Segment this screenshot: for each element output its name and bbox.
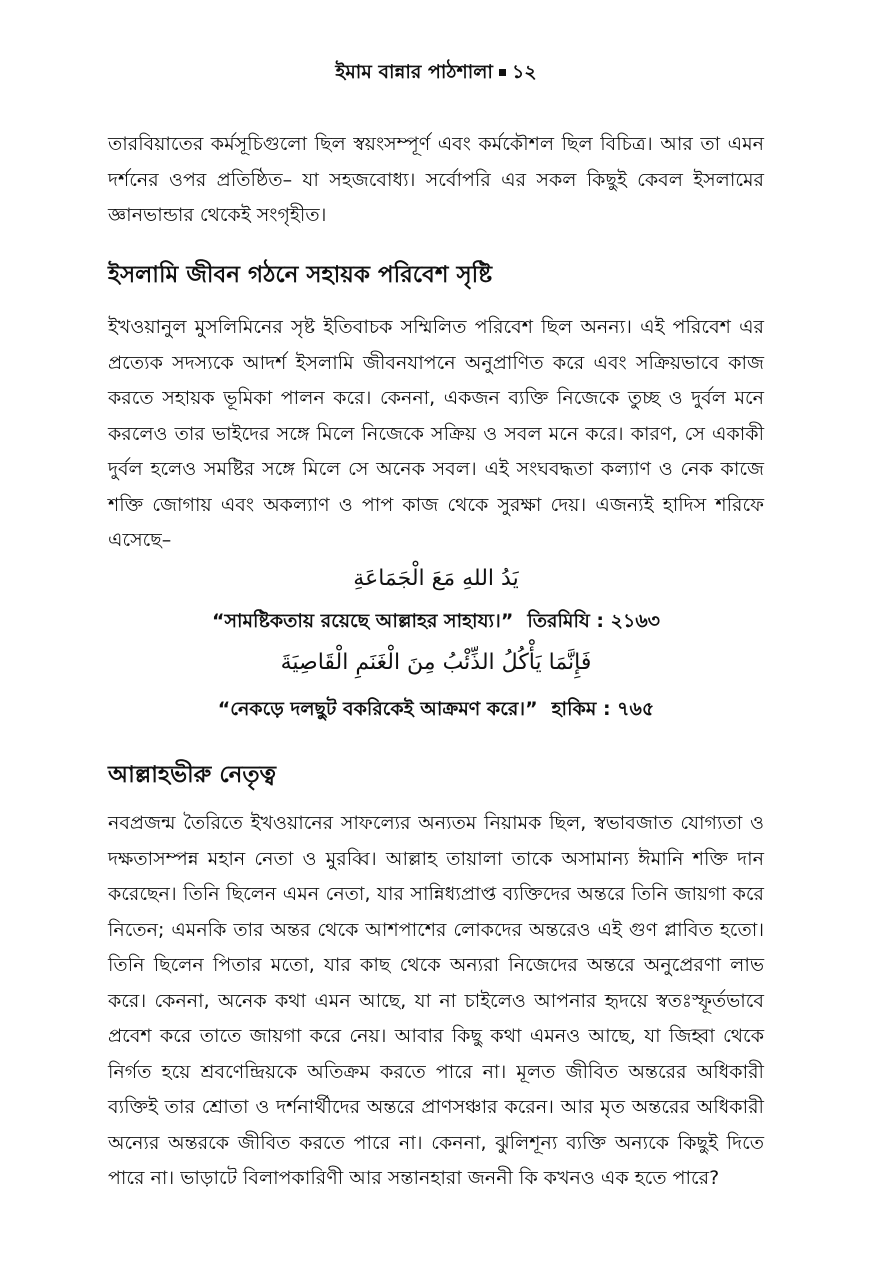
header-separator-square bbox=[499, 69, 506, 76]
hadith-translation-2: “নেকড়ে দলছুট বকরিকেই আক্রমণ করে।” bbox=[217, 698, 538, 720]
hadith-source-1: তিরমিযি : ২১৬৩ bbox=[527, 610, 661, 632]
hadith-quote-2 bbox=[108, 692, 764, 726]
hadith-source-2: হাকিম : ৭৬৫ bbox=[551, 698, 655, 720]
hadith-arabic-1: يَدُ اللهِ مَعَ الْجَمَاعَةِ bbox=[353, 566, 519, 591]
hadith-quote-1 bbox=[108, 604, 764, 638]
header-title: ইমাম বান্নার পাঠশালা bbox=[335, 61, 493, 83]
section-heading-leadership: আল্লাহভীরু নেতৃত্ব bbox=[108, 762, 276, 788]
intro-paragraph: তারবিয়াতের কর্মসূচিগুলো ছিল স্বয়ংসম্পূর্ণ এবং কর্মকৌশল ছিল বিচিত্র। আর তা এমন দর্শনের ওপর প্রতিষ্ঠিত– যা সহজবোধ্য। সর্বোপরি এর সকল কিছুই কেবল ইসলামের জ্ঞানভান্ডার থেকেই সংগৃহীত। bbox=[108, 133, 764, 226]
section-heading-environment: ইসলামি জীবন গঠনে সহায়ক পরিবেশ সৃষ্টি bbox=[108, 262, 493, 288]
section-paragraph-leadership: নবপ্রজন্ম তৈরিতে ইখওয়ানের সাফল্যের অন্যতম নিয়ামক ছিল, স্বভাবজাত যোগ্যতা ও দক্ষতাসম্পন্ন মহান নেতা ও মুরব্বি। আল্লাহ তায়ালা তাকে অসামান্য ঈমানি শক্তি দান করেছেন। তিনি ছিলেন এমন নেতা, যার সান্নিধ্যপ্রাপ্ত ব্যক্তিদের অন্তরে তিনি জায়গা করে নিতেন; এমনকি তার অন্তর থেকে আশপাশের লোকদের অন্তরেও এই গুণ প্লাবিত হতো। তিনি ছিলেন পিতার মতো, যার কাছ থেকে অন্যরা নিজেদের অন্তরে অনুপ্রেরণা লাভ করে। কেননা, অনেক কথা এমন আছে, যা না চাইলেও আপনার হৃদয়ে স্বতঃস্ফূর্তভাবে প্রবেশ করে তাতে জায়গা করে নেয়। আবার কিছু কথা এমনও আছে, যা জিহ্বা থেকে নির্গত হয়ে শ্রবণেন্দ্রিয়কে অতিক্রম করতে পারে না। মূলত জীবিত অন্তরের অধিকারী ব্যক্তিই তার শ্রোতা ও দর্শনার্থীদের অন্তরে প্রাণসঞ্চার করেন। আর মৃত অন্তরের অধিকারী অন্যের অন্তরকে জীবিত করতে পারে না। কেননা, ঝুলিশূন্য ব্যক্তি অন্যকে কিছুই দিতে পারে না। ভাড়াটে বিলাপকারিণী আর সন্তানহারা জননী কি কখনও এক হতে পারে? bbox=[108, 812, 764, 1189]
hadith-arabic-2: فَإِنَّمَا يَأْكُلُ الذِّئْبُ مِنَ الْغَنَمِ الْقَاصِيَةَ bbox=[280, 650, 592, 675]
running-header bbox=[108, 58, 764, 86]
page-number: ১২ bbox=[511, 61, 537, 83]
hadith-translation-1: “সামষ্টিকতায় রয়েছে আল্লাহর সাহায্য।” bbox=[211, 610, 514, 632]
book-page bbox=[108, 0, 764, 1274]
section-paragraph-environment: ইখওয়ানুল মুসলিমিনের সৃষ্ট ইতিবাচক সম্মিলিত পরিবেশ ছিল অনন্য। এই পরিবেশ এর প্রত্যেক সদস্যকে আদর্শ ইসলামি জীবনযাপনে অনুপ্রাণিত করে এবং সক্রিয়ভাবে কাজ করতে সহায়ক ভূমিকা পালন করে। কেননা, একজন ব্যক্তি নিজেকে তুচ্ছ ও দুর্বল মনে করলেও তার ভাইদের সঙ্গে মিলে নিজেকে সক্রিয় ও সবল মনে করে। কারণ, সে একাকী দুর্বল হলেও সমষ্টির সঙ্গে মিলে সে অনেক সবল। এই সংঘবদ্ধতা কল্যাণ ও নেক কাজে শক্তি জোগায় এবং অকল্যাণ ও পাপ কাজ থেকে সুরক্ষা দেয়। এজন্যই হাদিস শরিফে এসেছে– bbox=[108, 316, 764, 551]
